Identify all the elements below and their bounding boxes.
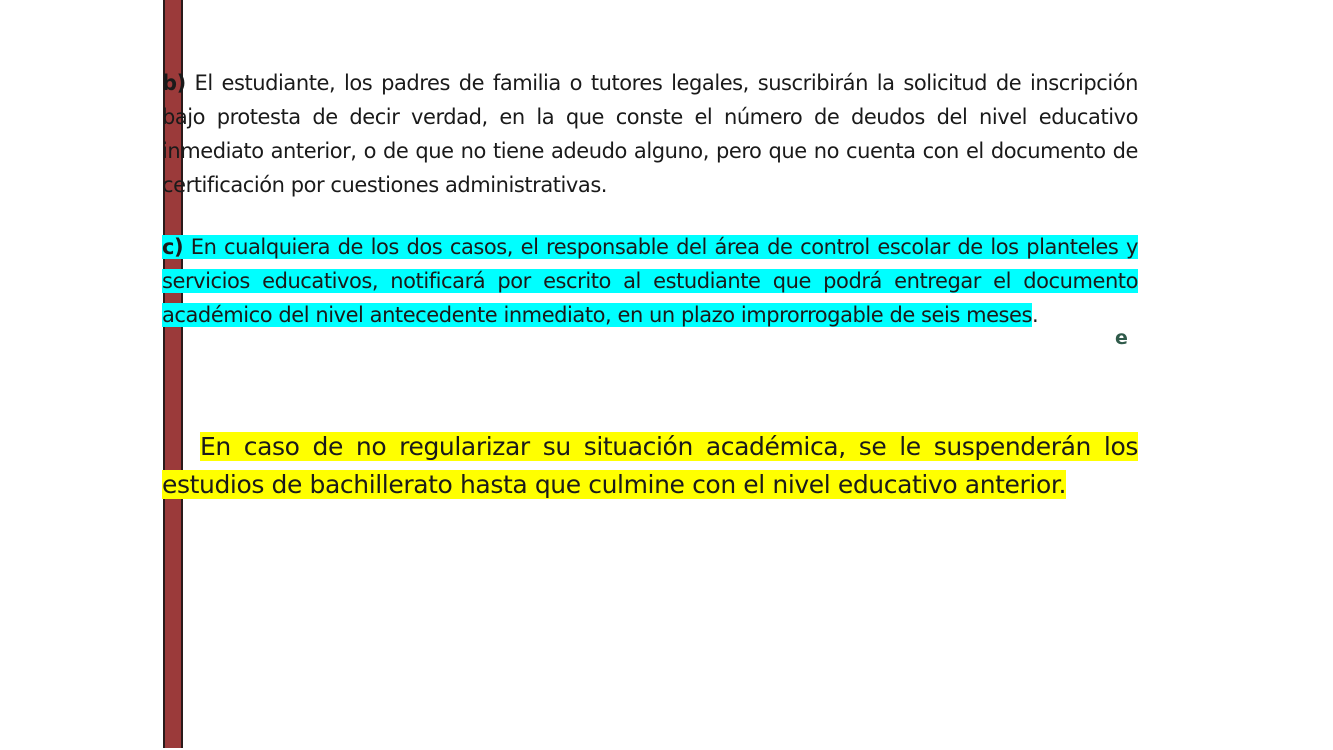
stray-letter: e xyxy=(1115,327,1128,349)
suspension-note-text: En caso de no regularizar su situación académica, se le suspenderán los estudios de bachillerato hasta que culmine con el nivel educativo anterior. xyxy=(162,432,1138,499)
paragraph-b xyxy=(162,66,1138,202)
paragraph-c-end: . xyxy=(1032,303,1039,327)
paragraph-c xyxy=(162,230,1138,332)
suspension-note xyxy=(162,428,1138,504)
paragraph-c-marker: c) xyxy=(162,235,184,259)
paragraph-c-highlighted xyxy=(162,235,1138,327)
paragraph-c-text: En cualquiera de los dos casos, el responsable del área de control escolar de los planteles y servicios educativos, notificará por escrito al estudiante que podrá entregar el documento académico del nivel antecedente inmediato, en un plazo improrrogable de seis meses xyxy=(162,235,1138,327)
paragraph-b-marker: b) xyxy=(162,71,186,95)
paragraph-b-text: El estudiante, los padres de familia o tutores legales, suscribirán la solicitud de inscripción bajo protesta de decir verdad, en la que conste el número de deudos del nivel educativo inmediato anterior, o de que no tiene adeudo alguno, pero que no cuenta con el documento de certificación por cuestiones administrativas. xyxy=(162,71,1138,197)
